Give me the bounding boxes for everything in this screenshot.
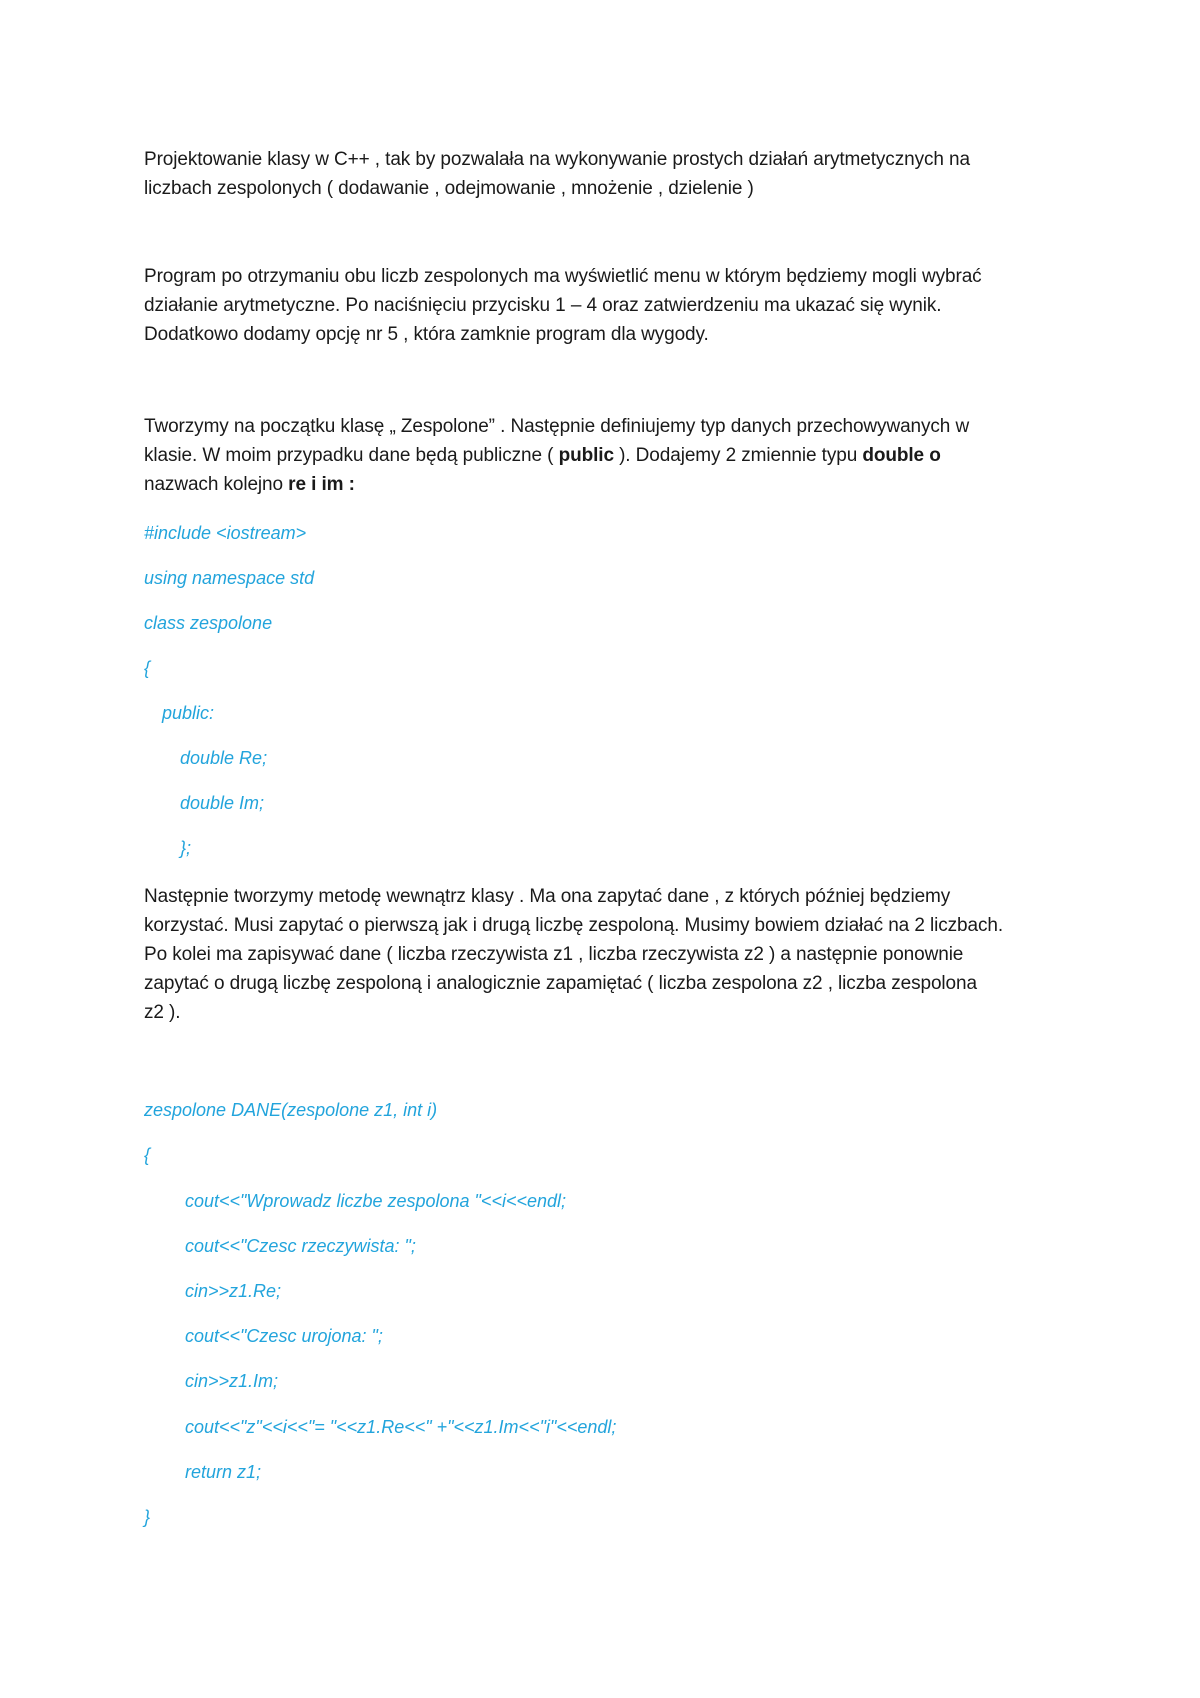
- program-desc-line-1: Program po otrzymaniu obu liczb zespolonych ma wyświetlić menu w którym będziemy mogli wybrać: [144, 266, 982, 287]
- code-line-function-close: }: [144, 1507, 151, 1527]
- class-desc-line-3: [144, 470, 1054, 499]
- code-line-using: using namespace std: [144, 568, 315, 588]
- method-desc-line-2: korzystać. Musi zapytać o pierwszą jak i drugą liczbę zespoloną. Musimy bowiem działać na 2 liczbach.: [144, 915, 1003, 936]
- code-line-public: public:: [162, 703, 215, 723]
- method-desc-line-5: z2 ).: [144, 1002, 181, 1023]
- method-desc-line-1: Następnie tworzymy metodę wewnątrz klasy . Ma ona zapytać dane , z których później będziemy: [144, 886, 951, 907]
- code-line-cout-real: cout<<"Czesc rzeczywista: ";: [185, 1236, 416, 1256]
- code-line-cout-prompt: cout<<"Wprowadz liczbe zespolona "<<i<<endl;: [185, 1191, 567, 1211]
- code-line-cout-imag: cout<<"Czesc urojona: ";: [185, 1326, 383, 1346]
- program-desc-line-3: Dodatkowo dodamy opcję nr 5 , która zamknie program dla wygody.: [144, 324, 709, 345]
- class-desc-line-2-part-a: klasie. W moim przypadku dane będą publiczne (: [144, 445, 559, 466]
- method-desc-line-3: Po kolei ma zapisywać dane ( liczba rzeczywista z1 , liczba rzeczywista z2 ) a następnie ponownie: [144, 944, 964, 965]
- code-line-cout-result: cout<<"z"<<i<<"= "<<z1.Re<<" +"<<z1.Im<<"i"<<endl;: [185, 1417, 617, 1437]
- method-desc-line-4: zapytać o drugą liczbę zespoloną i analogicznie zapamiętać ( liczba zespolona z2 , liczba zespolona: [144, 973, 977, 994]
- intro-line-1: Projektowanie klasy w C++ , tak by pozwalała na wykonywanie prostych działań arytmetycznych na: [144, 149, 970, 170]
- code-line-double-im: double Im;: [180, 793, 265, 813]
- code-line-include: #include <iostream>: [144, 523, 307, 543]
- intro-line-2: liczbach zespolonych ( dodawanie , odejmowanie , mnożenie , dzielenie ): [144, 178, 754, 199]
- code-line-close-brace: };: [180, 838, 192, 858]
- code-line-return: return z1;: [185, 1462, 262, 1482]
- keyword-public: public: [558, 445, 614, 466]
- class-desc-line-2-part-c: ). Dodajemy 2 zmiennie typu: [613, 445, 863, 466]
- code-line-class: class zespolone: [144, 613, 273, 633]
- class-description: [144, 412, 1054, 499]
- program-description: [144, 262, 1054, 349]
- code-line-double-re: double Re;: [180, 748, 268, 768]
- class-desc-line-3-part-a: nazwach kolejno: [144, 474, 289, 495]
- code-line-cin-imag: cin>>z1.Im;: [185, 1371, 279, 1391]
- method-description: [144, 882, 1054, 1027]
- keyword-re-im: re i im :: [288, 474, 355, 495]
- code-line-function-open: {: [144, 1145, 151, 1165]
- class-desc-line-1: Tworzymy na początku klasę „ Zespolone” . Następnie definiujemy typ danych przechowywanych w: [144, 416, 970, 437]
- code-line-cin-real: cin>>z1.Re;: [185, 1281, 282, 1301]
- code-line-open-brace: {: [144, 658, 151, 678]
- intro-paragraph: [144, 145, 1054, 203]
- code-line-function-signature: zespolone DANE(zespolone z1, int i): [144, 1100, 438, 1120]
- keyword-double: double o: [862, 445, 941, 466]
- program-desc-line-2: działanie arytmetyczne. Po naciśnięciu przycisku 1 – 4 oraz zatwierdzeniu ma ukazać się wynik.: [144, 295, 942, 316]
- class-desc-line-2: [144, 441, 1054, 470]
